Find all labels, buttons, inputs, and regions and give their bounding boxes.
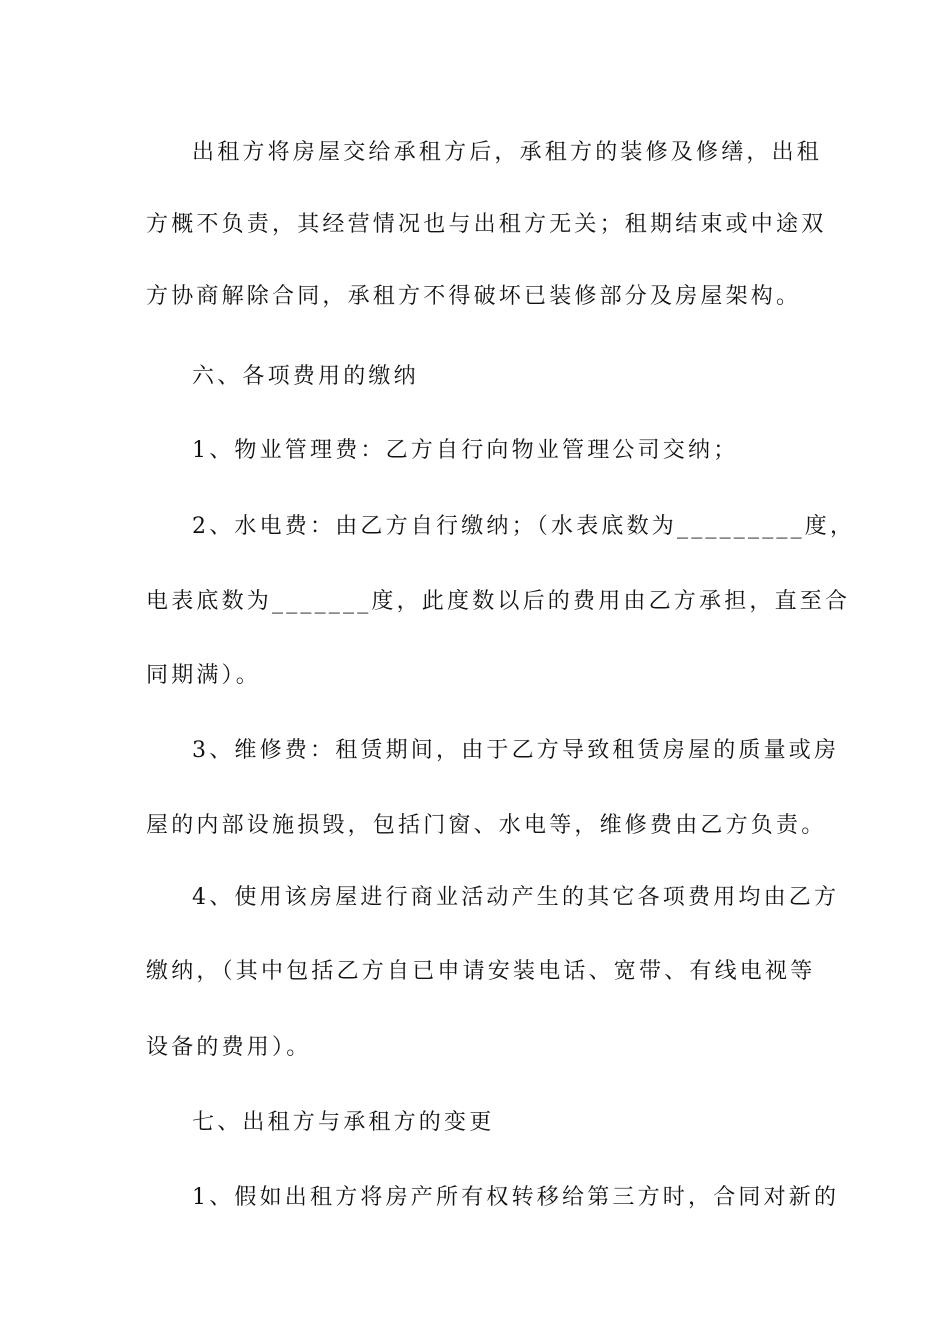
section-heading: 七、出租方与承租方的变更 bbox=[192, 1110, 495, 1135]
paragraph-line: 屋的内部设施损毁，包括门窗、水电等，维修费由乙方负责。 bbox=[146, 813, 827, 838]
paragraph-line: 2、水电费：由乙方自行缴纳；（水表底数为_________度， bbox=[192, 514, 856, 539]
paragraph-line: 电表底数为_______度，此度数以后的费用由乙方承担，直至合 bbox=[146, 589, 851, 614]
paragraph-line: 方概不负责，其经营情况也与出租方无关；租期结束或中途双 bbox=[146, 212, 827, 237]
paragraph-line: 同期满）。 bbox=[146, 663, 262, 688]
paragraph-line: 4、使用该房屋进行商业活动产生的其它各项费用均由乙方 bbox=[192, 885, 840, 910]
paragraph-line: 1、物业管理费：乙方自行向物业管理公司交纳； bbox=[192, 438, 739, 463]
section-heading: 六、各项费用的缴纳 bbox=[192, 364, 419, 389]
paragraph-line: 方协商解除合同，承租方不得破坏已装修部分及房屋架构。 bbox=[146, 284, 802, 309]
paragraph-line: 设备的费用）。 bbox=[146, 1035, 312, 1060]
paragraph-line: 出租方将房屋交给承租方后，承租方的装修及修缮，出租 bbox=[192, 140, 823, 165]
paragraph-line: 缴纳，（其中包括乙方自已申请安装电话、宽带、有线电视等 bbox=[146, 959, 816, 984]
paragraph-line: 3、维修费：租赁期间，由于乙方导致租赁房屋的质量或房 bbox=[192, 738, 840, 763]
paragraph-line: 1、假如出租方将房产所有权转移给第三方时，合同对新的 bbox=[192, 1185, 840, 1210]
